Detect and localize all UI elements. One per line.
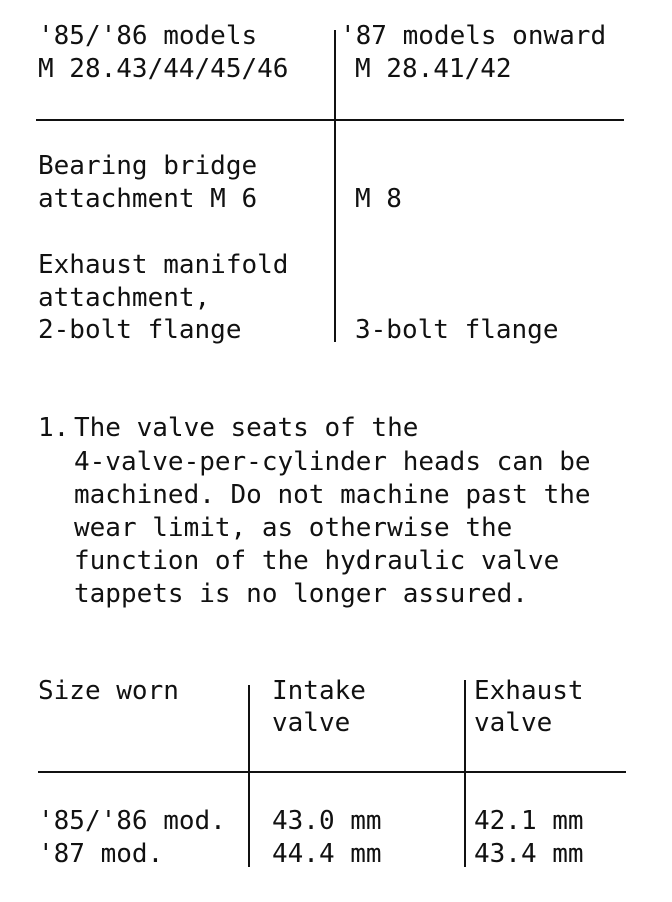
header-col1-line1: '85/'86 models: [38, 21, 258, 51]
wear-row1-intake: 43.0 mm: [272, 806, 382, 836]
row1-label-line2: attachment M 6: [38, 184, 258, 214]
header-col2-line1: '87 models onward: [340, 21, 607, 51]
note-line-4: wear limit, as otherwise the: [74, 513, 513, 543]
row2-label-line1: Exhaust manifold: [38, 250, 289, 280]
row1-label-line1: Bearing bridge: [38, 151, 258, 181]
models-table-header-rule: [36, 119, 624, 121]
wear-row2-label: '87 mod.: [38, 839, 164, 869]
note-line-5: function of the hydraulic valve: [74, 546, 560, 576]
note-line-1: The valve seats of the: [74, 413, 419, 443]
row1-value: M 8: [355, 184, 402, 214]
wear-row2-intake: 44.4 mm: [272, 839, 382, 869]
wear-table-header-rule: [38, 771, 626, 773]
row2-label-line2: attachment,: [38, 283, 211, 313]
header-col1-line2: M 28.43/44/45/46: [38, 54, 289, 84]
wear-header-exhaust-line1: Exhaust: [474, 676, 584, 706]
wear-header-size-worn: Size worn: [38, 676, 179, 706]
wear-row1-label: '85/'86 mod.: [38, 806, 226, 836]
models-table-column-divider: [334, 30, 336, 342]
note-line-6: tappets is no longer assured.: [74, 579, 528, 609]
wear-header-intake-line2: valve: [272, 708, 351, 738]
wear-table-divider-1: [248, 685, 250, 867]
row2-value: 3-bolt flange: [355, 315, 559, 345]
row2-label-line3: 2-bolt flange: [38, 315, 242, 345]
wear-header-intake-line1: Intake: [272, 676, 366, 706]
wear-row1-exhaust: 42.1 mm: [474, 806, 584, 836]
note-number: 1.: [38, 413, 70, 443]
wear-row2-exhaust: 43.4 mm: [474, 839, 584, 869]
note-line-3: machined. Do not machine past the: [74, 480, 591, 510]
wear-header-exhaust-line2: valve: [474, 708, 553, 738]
note-line-2: 4-valve-per-cylinder heads can be: [74, 447, 591, 477]
wear-table-divider-2: [464, 680, 466, 867]
header-col2-line2: M 28.41/42: [355, 54, 512, 84]
